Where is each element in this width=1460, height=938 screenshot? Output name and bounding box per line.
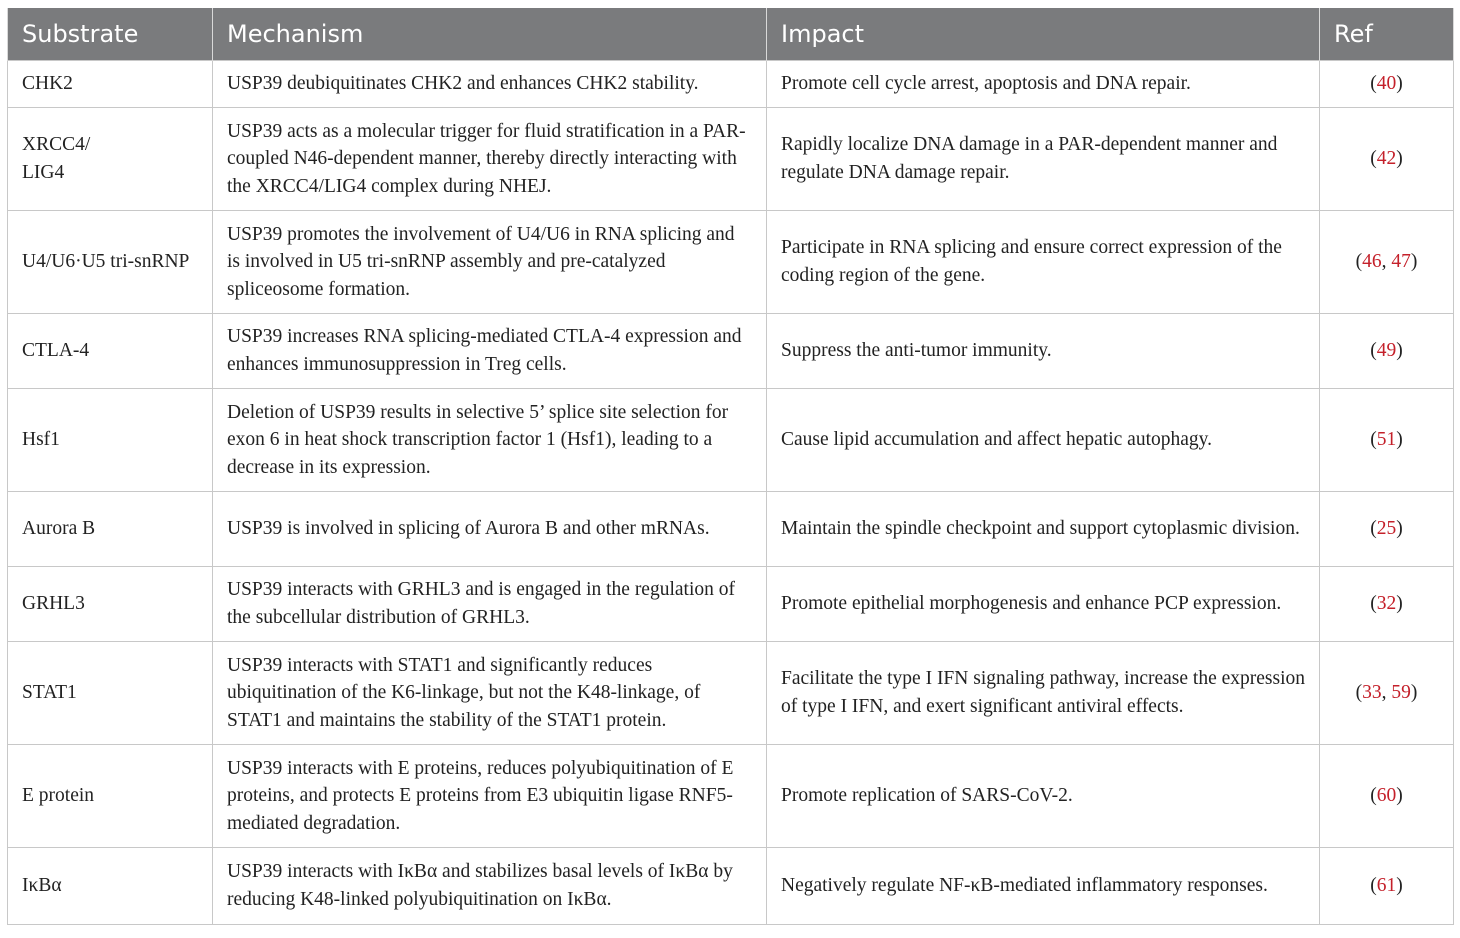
substrate-text: Aurora B [22,518,96,540]
ref-link[interactable]: 49 [1376,340,1397,362]
ref-link[interactable]: 40 [1376,73,1397,95]
cell-ref: (40) [1320,61,1454,108]
ref-link[interactable]: 59 [1391,682,1411,704]
cell-mechanism: USP39 interacts with E proteins, reduces polyubiquitination of E proteins, and protects E proteins from E3 ubiquitin ligase RNF5-mediated degradation. [213,745,767,848]
header-ref: Ref [1320,8,1454,61]
cell-substrate [8,848,213,925]
cell-mechanism: USP39 is involved in splicing of Aurora B and other mRNAs. [213,492,767,567]
substrate-table-container [7,8,1453,925]
ref-link[interactable]: 42 [1376,148,1397,170]
table-row [8,314,1454,389]
ref-link[interactable]: 25 [1376,518,1397,540]
ref-link[interactable]: 32 [1376,593,1397,615]
cell-mechanism: USP39 promotes the involvement of U4/U6 in RNA splicing and is involved in U5 tri-snRNP assembly and pre-catalyzed spliceosome formation. [213,211,767,314]
cell-impact: Participate in RNA splicing and ensure correct expression of the coding region of the gene. [767,211,1320,314]
substrate-text: GRHL3 [22,593,85,615]
cell-substrate [8,61,213,108]
cell-ref: (49) [1320,314,1454,389]
table-body [8,61,1454,925]
cell-mechanism: USP39 acts as a molecular trigger for fluid stratification in a PAR-coupled N46-dependent manner, thereby directly interacting with the XRCC4/LIG4 complex during NHEJ. [213,108,767,211]
cell-substrate [8,211,213,314]
cell-mechanism: USP39 increases RNA splicing-mediated CTLA-4 expression and enhances immunosuppression in Treg cells. [213,314,767,389]
substrate-text: IκBα [22,875,62,897]
cell-mechanism: Deletion of USP39 results in selective 5’ splice site selection for exon 6 in heat shock transcription factor 1 (Hsf1), leading to a decrease in its expression. [213,389,767,492]
header-impact: Impact [767,8,1320,61]
cell-impact: Promote replication of SARS-CoV-2. [767,745,1320,848]
ref-link[interactable]: 47 [1391,251,1411,273]
cell-mechanism: USP39 deubiquitinates CHK2 and enhances CHK2 stability. [213,61,767,108]
cell-mechanism: USP39 interacts with STAT1 and significantly reduces ubiquitination of the K6-linkage, but not the K48-linkage, of STAT1 and maintains the stability of the STAT1 protein. [213,642,767,745]
header-mechanism: Mechanism [213,8,767,61]
table-row [8,389,1454,492]
cell-substrate [8,108,213,211]
cell-ref: (51) [1320,389,1454,492]
substrate-table [7,8,1454,925]
cell-impact: Maintain the spindle checkpoint and support cytoplasmic division. [767,492,1320,567]
ref-link[interactable]: 61 [1376,875,1397,897]
substrate-text: CHK2 [22,73,73,95]
cell-substrate [8,567,213,642]
cell-substrate [8,745,213,848]
substrate-text: XRCC4/ [22,134,91,156]
substrate-text: U4/U6·U5 tri-snRNP [22,251,190,273]
cell-mechanism: USP39 interacts with IκBα and stabilizes basal levels of IκBα by reducing K48-linked polyubiquitination on IκBα. [213,848,767,925]
substrate-text: CTLA-4 [22,340,90,362]
cell-impact: Promote cell cycle arrest, apoptosis and DNA repair. [767,61,1320,108]
substrate-text: Hsf1 [22,429,60,451]
table-row [8,61,1454,108]
table-row [8,642,1454,745]
cell-ref: (60) [1320,745,1454,848]
cell-impact: Promote epithelial morphogenesis and enhance PCP expression. [767,567,1320,642]
table-row [8,567,1454,642]
ref-link[interactable]: 60 [1376,785,1397,807]
table-row [8,108,1454,211]
cell-substrate [8,389,213,492]
cell-ref: (25) [1320,492,1454,567]
cell-impact: Cause lipid accumulation and affect hepatic autophagy. [767,389,1320,492]
header-row [8,8,1454,61]
cell-impact: Rapidly localize DNA damage in a PAR-dependent manner and regulate DNA damage repair. [767,108,1320,211]
substrate-text: E protein [22,785,95,807]
cell-substrate [8,314,213,389]
table-row [8,211,1454,314]
cell-substrate [8,642,213,745]
table-row [8,492,1454,567]
cell-impact: Facilitate the type I IFN signaling pathway, increase the expression of type I IFN, and exert significant antiviral effects. [767,642,1320,745]
cell-ref: (33, 59) [1320,642,1454,745]
table-row [8,745,1454,848]
table-header [8,8,1454,61]
cell-ref: (46, 47) [1320,211,1454,314]
ref-link[interactable]: 46 [1362,251,1382,273]
substrate-text: LIG4 [22,162,65,183]
ref-link[interactable]: 51 [1376,429,1397,451]
cell-mechanism: USP39 interacts with GRHL3 and is engaged in the regulation of the subcellular distribution of GRHL3. [213,567,767,642]
cell-impact: Suppress the anti-tumor immunity. [767,314,1320,389]
cell-ref: (32) [1320,567,1454,642]
cell-ref: (61) [1320,848,1454,925]
cell-impact: Negatively regulate NF-κB-mediated inflammatory responses. [767,848,1320,925]
ref-link[interactable]: 33 [1362,682,1382,704]
cell-substrate [8,492,213,567]
substrate-text: STAT1 [22,682,77,704]
header-substrate: Substrate [8,8,213,61]
cell-ref: (42) [1320,108,1454,211]
table-row [8,848,1454,925]
